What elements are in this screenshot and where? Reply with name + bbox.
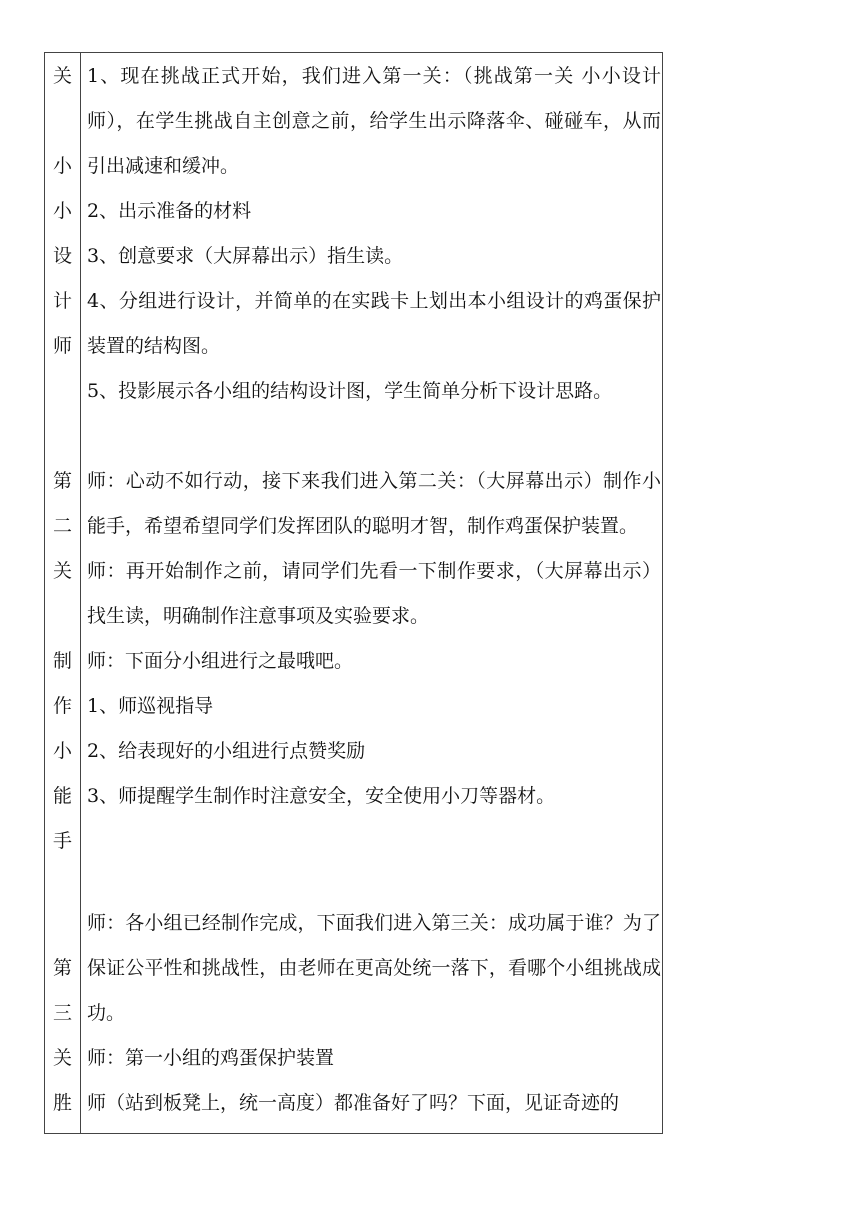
stage-label-second-level	[45, 459, 80, 864]
paragraph: 1、师巡视指导	[87, 695, 214, 717]
paragraph: 3、创意要求（大屏幕出示）指生读。	[87, 245, 404, 267]
section-third-level	[81, 901, 661, 1126]
stage-char: 胜	[52, 1092, 72, 1114]
stage-char: 制	[52, 650, 72, 672]
stage-char: 关	[52, 560, 72, 582]
paragraph: 2、出示准备的材料	[87, 200, 252, 222]
paragraph: 师：各小组已经制作完成，下面我们进入第三关：成功属于谁？为了保证公平性和挑战性，由老师在更高处统一落下，看哪个小组挑战成功。	[87, 912, 661, 1024]
stage-char: 三	[52, 1002, 72, 1024]
paragraph: 3、师提醒学生制作时注意安全，安全使用小刀等器材。	[87, 785, 556, 807]
stage-char: 师	[52, 335, 72, 357]
paragraph: 4、分组进行设计，并简单的在实践卡上划出本小组设计的鸡蛋保护装置的结构图。	[87, 290, 661, 357]
lesson-table	[44, 52, 663, 1134]
stage-char: 关	[52, 65, 72, 87]
section-second-level	[81, 459, 661, 819]
stage-char: 小	[52, 200, 72, 222]
stage-char: 能	[52, 785, 72, 807]
stage-char	[45, 99, 80, 144]
stage-char: 二	[52, 515, 72, 537]
stage-char: 关	[52, 1047, 72, 1069]
stage-char: 设	[52, 245, 72, 267]
paragraph: 师：第一小组的鸡蛋保护装置	[87, 1047, 335, 1069]
section-first-level	[81, 54, 661, 414]
paragraph: 1、现在挑战正式开始，我们进入第一关：（挑战第一关 小小设计师），在学生挑战自主创意之前，给学生出示降落伞、碰碰车，从而引出减速和缓冲。	[87, 65, 661, 177]
stage-label-first-level	[45, 54, 80, 369]
paragraph: 师：下面分小组进行之最哦吧。	[87, 650, 354, 672]
paragraph: 师：心动不如行动，接下来我们进入第二关：（大屏幕出示）制作小能手，希望希望同学们发挥团队的聪明才智，制作鸡蛋保护装置。	[87, 470, 661, 537]
stage-char: 手	[52, 830, 72, 852]
stage-char: 计	[52, 290, 72, 312]
paragraph: 师（站到板凳上，统一高度）都准备好了吗？下面，见证奇迹的	[87, 1092, 620, 1114]
stage-label-third-level	[45, 946, 80, 1126]
stage-char: 小	[52, 155, 72, 177]
paragraph: 2、给表现好的小组进行点赞奖励	[87, 740, 366, 762]
stage-char: 第	[52, 470, 72, 492]
paragraph: 5、投影展示各小组的结构设计图，学生简单分析下设计思路。	[87, 380, 613, 402]
stage-char	[45, 594, 80, 639]
stage-char: 作	[52, 695, 72, 717]
stage-char: 第	[52, 957, 72, 979]
stage-char: 小	[52, 740, 72, 762]
paragraph: 师：再开始制作之前，请同学们先看一下制作要求，（大屏幕出示）找生读，明确制作注意事项及实验要求。	[87, 560, 661, 627]
